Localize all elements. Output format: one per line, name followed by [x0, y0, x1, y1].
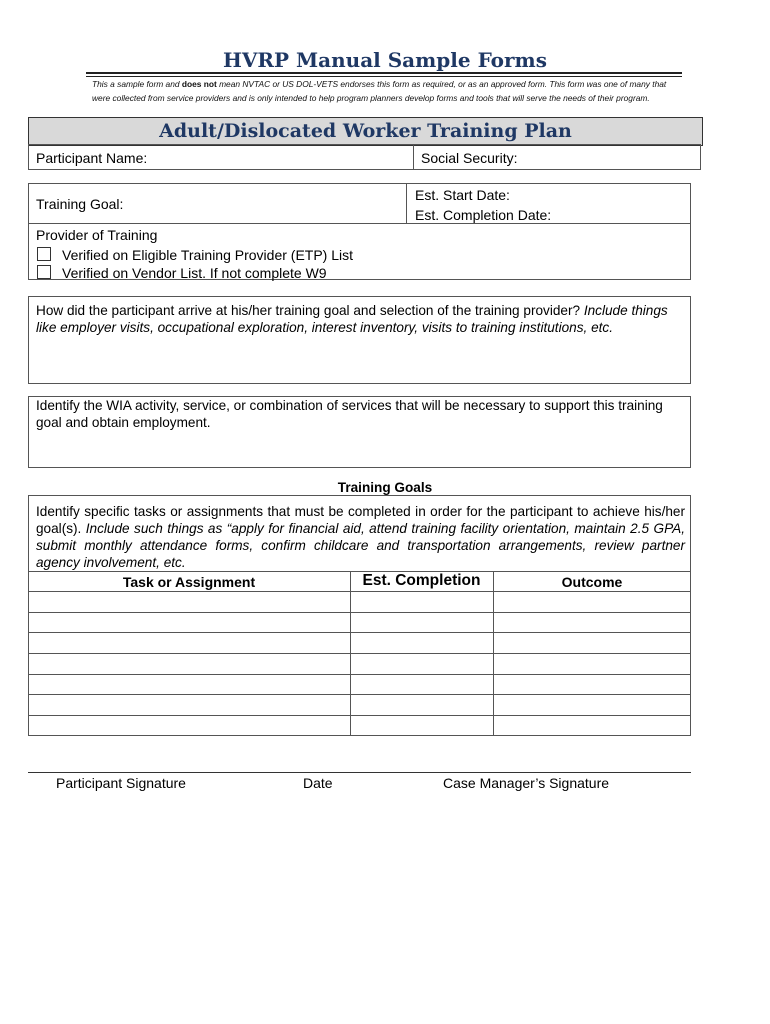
- table-row[interactable]: [28, 632, 691, 633]
- provider-of-training-label: Provider of Training: [36, 227, 158, 243]
- disclaimer-text-start: This a sample form and: [92, 79, 182, 89]
- header-rule-thick: [86, 72, 682, 74]
- column-header-task: Task or Assignment: [122, 574, 256, 590]
- disclaimer-emphasis: does not: [181, 79, 217, 89]
- instructions-text: Identify specific tasks or assignments that must be completed in order for the participant to achieve his/her goal(s).: [36, 504, 685, 536]
- etp-checkbox[interactable]: [37, 247, 51, 261]
- training-goal-field[interactable]: Training Goal:: [36, 196, 124, 212]
- signature-line[interactable]: [28, 772, 691, 773]
- table-row[interactable]: [28, 694, 691, 695]
- est-start-date-field[interactable]: Est. Start Date:: [415, 187, 510, 203]
- page-title: HVRP Manual Sample Forms: [223, 48, 547, 72]
- training-goal-selection-question: [36, 302, 686, 336]
- training-goals-heading: Training Goals: [337, 480, 433, 495]
- table-row[interactable]: [28, 674, 691, 675]
- form-title: Adult/Dislocated Worker Training Plan: [159, 120, 572, 142]
- question-text: How did the participant arrive at his/her training goal and selection of the training provider?: [36, 303, 584, 318]
- training-goal-rule: [28, 223, 691, 224]
- disclaimer: [92, 77, 672, 105]
- date-label: Date: [303, 775, 333, 791]
- column-header-outcome: Outcome: [561, 574, 623, 590]
- participant-name-field[interactable]: Participant Name:: [36, 150, 148, 166]
- table-row[interactable]: [28, 653, 691, 654]
- vendor-checkbox[interactable]: [37, 265, 51, 279]
- est-completion-date-field[interactable]: Est. Completion Date:: [415, 207, 552, 223]
- disclaimer-text-end: mean NVTAC or US DOL-VETS endorses this form as required, or as an approved form. This form was one of many that were collected from service providers and is only intended to help program planners develop forms and tools that will serve the needs of their program.: [92, 79, 667, 103]
- case-manager-signature-label: Case Manager’s Signature: [443, 775, 610, 791]
- social-security-field[interactable]: Social Security:: [421, 150, 518, 166]
- question-hint: Include things like employer visits, occupational exploration, interest inventory, visits to training institutions, etc.: [36, 303, 668, 335]
- etp-checkbox-label: Verified on Eligible Training Provider (ETP) List: [62, 247, 354, 263]
- instructions-hint: Include such things as “apply for financial aid, attend training facility orientation, maintain 2.5 GPA, submit monthly attendance forms, confirm childcare and transportation arrangements, review partner agency involvement, etc.: [36, 521, 685, 570]
- column-header-est-completion: Est. Completion: [362, 572, 481, 589]
- vendor-checkbox-label: Verified on Vendor List. If not complete W9: [62, 265, 327, 281]
- training-goals-instructions: [36, 503, 685, 571]
- training-goal-divider: [406, 183, 407, 223]
- wia-activity-question: Identify the WIA activity, service, or combination of services that will be necessary to support this training goal and obtain employment.: [36, 398, 663, 430]
- table-row[interactable]: [28, 715, 691, 716]
- participant-row-divider: [413, 144, 414, 170]
- table-row[interactable]: [28, 591, 691, 592]
- participant-signature-label: Participant Signature: [56, 775, 186, 791]
- table-row[interactable]: [28, 612, 691, 613]
- form-title-bar: [28, 117, 703, 146]
